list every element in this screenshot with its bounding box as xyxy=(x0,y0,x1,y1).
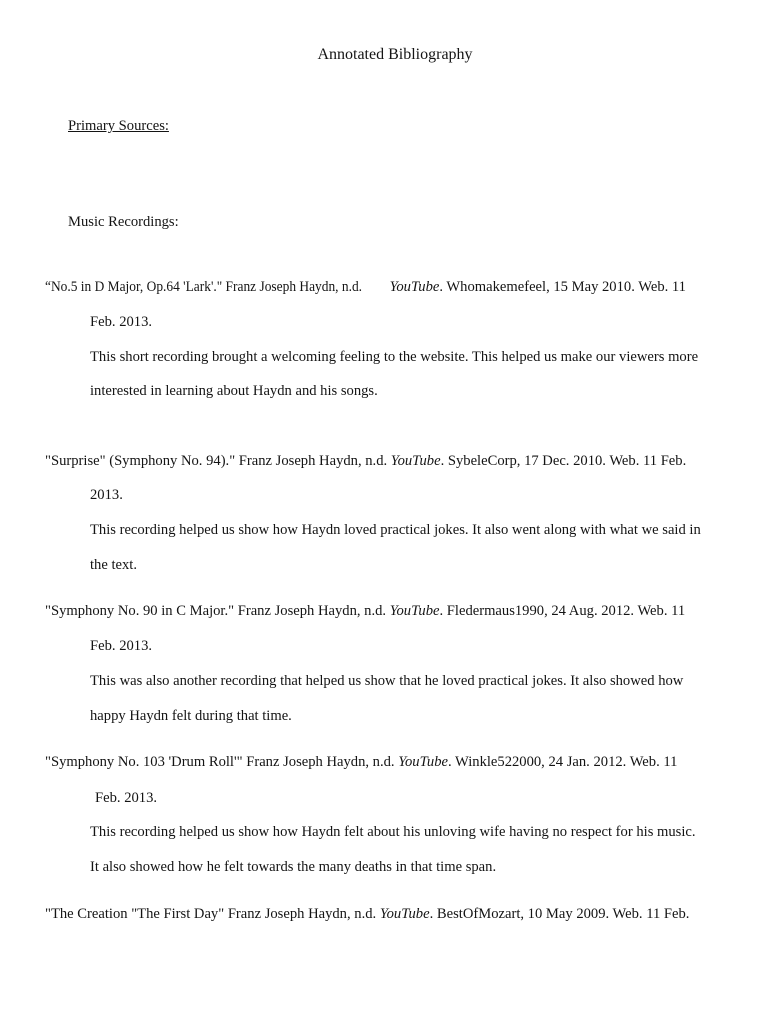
citation-4-text: "Symphony No. 103 'Drum Roll'" Franz Joseph Haydn, n.d. xyxy=(45,754,399,770)
citation-3-text: "Symphony No. 90 in C Major." Franz Joseph Haydn, n.d. xyxy=(45,603,390,619)
citation-2-details: . SybeleCorp, 17 Dec. 2010. Web. 11 Feb. xyxy=(440,453,687,469)
citation-4-details: . Winkle522000, 24 Jan. 2012. Web. 11 xyxy=(448,754,678,770)
citation-2-text: "Surprise" (Symphony No. 94)." Franz Joseph Haydn, n.d. xyxy=(45,453,391,469)
annotation-3-line1: This was also another recording that helped us show that he loved practical jokes. It also showed how xyxy=(90,673,684,689)
citation-3-line1 xyxy=(45,604,685,619)
citation-1-source: YouTube xyxy=(389,279,440,295)
citation-3-line2: Feb. 2013. xyxy=(90,638,153,654)
citation-2-source: YouTube xyxy=(390,453,441,469)
citation-5-details: . BestOfMozart, 10 May 2009. Web. 11 Feb. xyxy=(429,906,690,922)
citation-2-line2: 2013. xyxy=(90,487,123,503)
annotation-4-line2: It also showed how he felt towards the many deaths in that time span. xyxy=(90,859,497,875)
citation-3-details: . Fledermaus1990, 24 Aug. 2012. Web. 11 xyxy=(439,603,686,619)
annotation-3-line2: happy Haydn felt during that time. xyxy=(90,708,292,724)
annotation-2-line1: This recording helped us show how Haydn loved practical jokes. It also went along with what we said in xyxy=(90,522,701,538)
annotation-2-line2: the text. xyxy=(90,557,138,573)
citation-5-source: YouTube xyxy=(379,906,430,922)
citation-4-line1 xyxy=(45,755,677,770)
citation-1-details: . Whomakemefeel, 15 May 2010. Web. 11 xyxy=(439,279,686,295)
annotation-1-line2: interested in learning about Haydn and his songs. xyxy=(90,383,378,399)
citation-5-line1 xyxy=(45,907,689,922)
citation-1-line1 xyxy=(45,280,686,295)
citation-1-line2: Feb. 2013. xyxy=(90,314,153,330)
citation-2-line1 xyxy=(45,454,686,469)
citation-5-text: "The Creation "The First Day" Franz Joseph Haydn, n.d. xyxy=(45,906,380,922)
citation-4-source: YouTube xyxy=(398,754,448,770)
citation-4-line2: Feb. 2013. xyxy=(95,790,158,806)
music-recordings-heading: Music Recordings: xyxy=(68,214,179,230)
annotation-1-line1: This short recording brought a welcoming feeling to the website. This helped us make our viewers more xyxy=(90,349,699,365)
page-title: Annotated Bibliography xyxy=(317,46,473,63)
citation-1-text: “No.5 in D Major, Op.64 'Lark'." Franz Joseph Haydn, n.d. xyxy=(45,279,363,295)
primary-sources-heading: Primary Sources: xyxy=(68,118,169,134)
annotation-4-line1: This recording helped us show how Haydn felt about his unloving wife having no respect for his music. xyxy=(90,824,696,840)
citation-3-source: YouTube xyxy=(389,603,440,619)
